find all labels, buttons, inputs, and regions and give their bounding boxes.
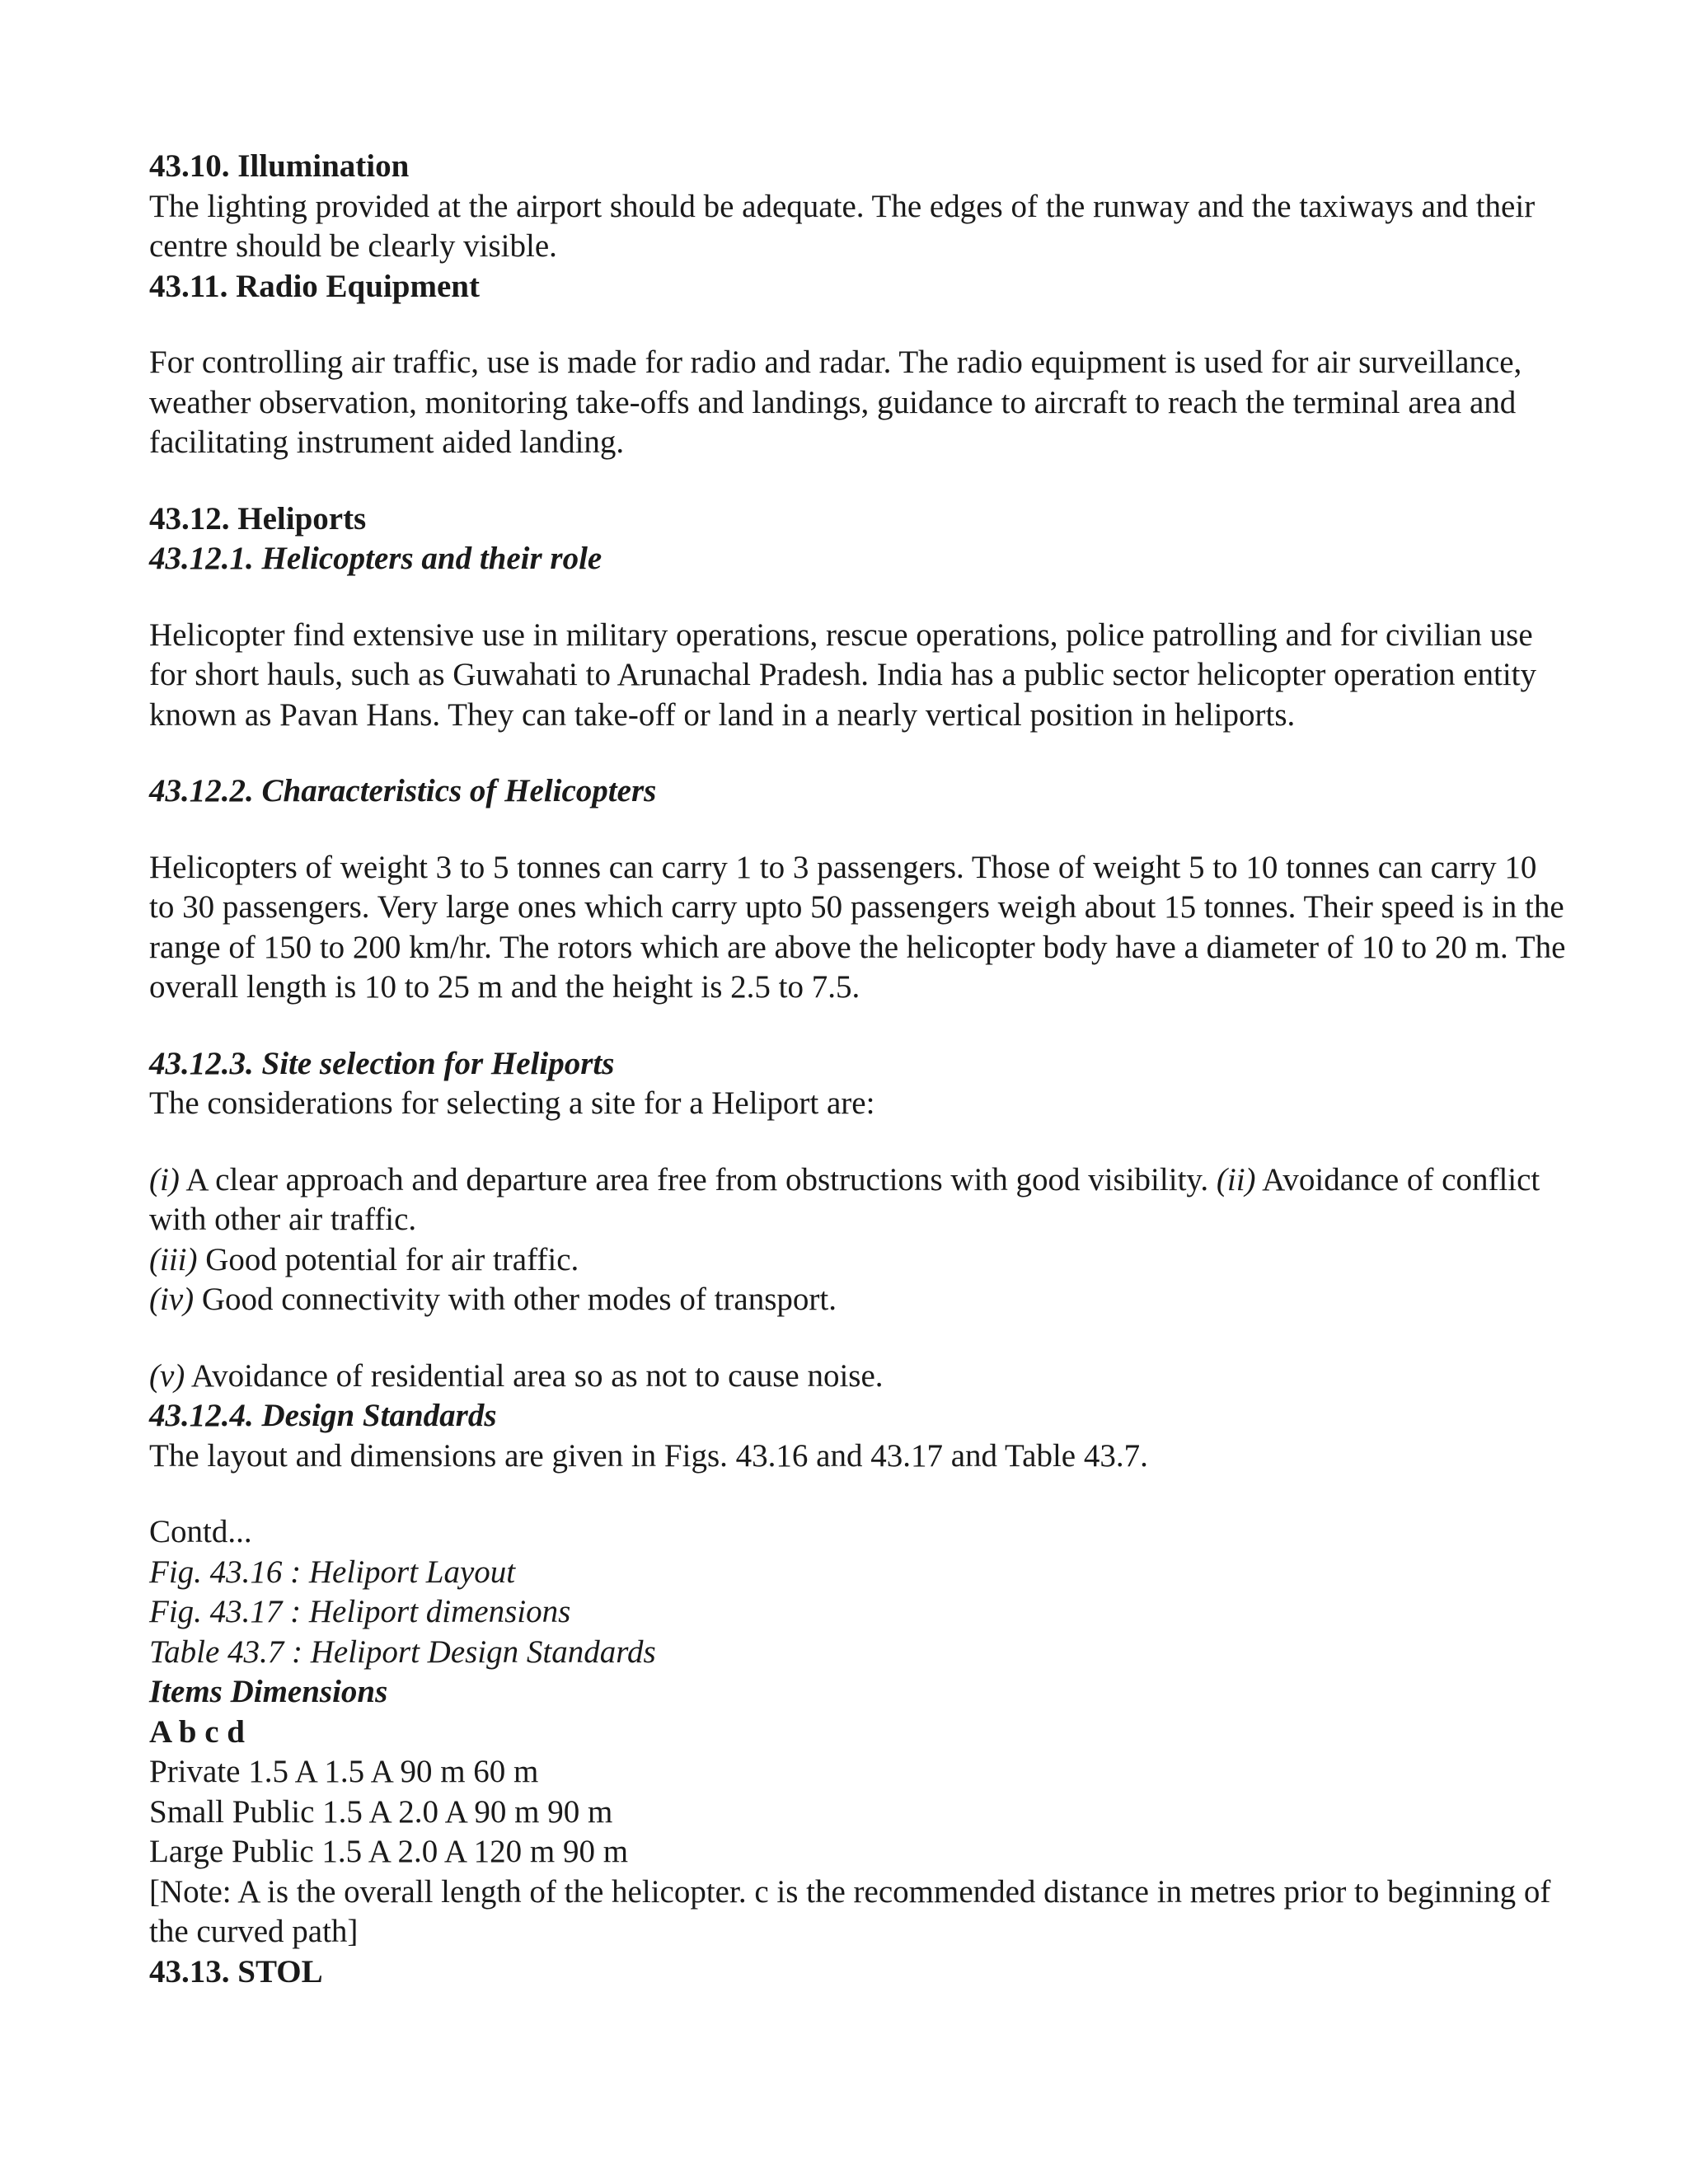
list-marker: (v) bbox=[149, 1357, 185, 1394]
paragraph-site-intro: The considerations for selecting a site for a Heliport are: bbox=[149, 1085, 875, 1121]
site-item-4 bbox=[149, 1280, 1567, 1320]
document-page bbox=[149, 147, 1567, 1992]
list-marker: (i) bbox=[149, 1161, 180, 1197]
subsection-heading-site-selection: 43.12.3. Site selection for Heliports bbox=[149, 1045, 615, 1081]
section-heading-heliports: 43.12. Heliports bbox=[149, 500, 367, 537]
spacer bbox=[149, 307, 1567, 343]
paragraph-characteristics: Helicopters of weight 3 to 5 tonnes can carry 1 to 3 passengers. Those of weight 5 to 10 tonnes can carry 10 to 30 passengers. Very large ones which carry upto 50 passengers weigh about 15 tonnes. Their speed is in the range of 150 to 200 km/hr. The rotors which are above the helicopter body have a diameter of 10 to 20 m. The overall length is 10 to 25 m and the height is 2.5 to 7.5. bbox=[149, 849, 1566, 1005]
subsection-heading-design-standards: 43.12.4. Design Standards bbox=[149, 1398, 497, 1433]
paragraph-illumination: The lighting provided at the airport should be adequate. The edges of the runway and the taxiways and their centre should be clearly visible. bbox=[149, 188, 1536, 264]
spacer bbox=[149, 579, 1567, 616]
table-row: Small Public 1.5 A 2.0 A 90 m 90 m bbox=[149, 1793, 613, 1830]
site-item-5 bbox=[149, 1357, 1567, 1397]
list-item-text: Avoidance of conflict with other air traffic. bbox=[149, 1161, 1540, 1237]
table-row: Large Public 1.5 A 2.0 A 120 m 90 m bbox=[149, 1834, 629, 1869]
table-caption: Table 43.7 : Heliport Design Standards bbox=[149, 1633, 656, 1670]
table-row: Private 1.5 A 1.5 A 90 m 60 m bbox=[149, 1754, 539, 1789]
section-heading-stol: 43.13. STOL bbox=[149, 1953, 323, 1990]
figure-caption-dimensions: Fig. 43.17 : Heliport dimensions bbox=[149, 1594, 571, 1629]
spacer bbox=[149, 735, 1567, 771]
list-item-text: Good potential for air traffic. bbox=[197, 1241, 579, 1277]
list-marker: (ii) bbox=[1216, 1161, 1256, 1197]
paragraph-radio-equipment: For controlling air traffic, use is made for radio and radar. The radio equipment is used for air surveillance, weather observation, monitoring take-offs and landings, guidance to aircraft to reach the terminal area and facilitating instrument aided landing. bbox=[149, 344, 1522, 460]
paragraph-design-standards: The layout and dimensions are given in Figs. 43.16 and 43.17 and Table 43.7. bbox=[149, 1437, 1148, 1474]
subsection-heading-helicopter-role: 43.12.1. Helicopters and their role bbox=[149, 541, 603, 576]
contd-label: Contd... bbox=[149, 1514, 252, 1549]
section-heading-illumination: 43.10. Illumination bbox=[149, 148, 410, 184]
table-note: [Note: A is the overall length of the helicopter. c is the recommended distance in metres prior to beginning of the curved path] bbox=[149, 1873, 1551, 1949]
list-marker: (iii) bbox=[149, 1241, 198, 1277]
list-item-text: A clear approach and departure area free from obstructions with good visibility. bbox=[179, 1161, 1217, 1197]
spacer bbox=[149, 1124, 1567, 1160]
section-heading-radio-equipment: 43.11. Radio Equipment bbox=[149, 268, 480, 304]
figure-caption-layout: Fig. 43.16 : Heliport Layout bbox=[149, 1554, 516, 1590]
table-subheader: A b c d bbox=[149, 1713, 245, 1750]
site-items-1-2 bbox=[149, 1160, 1567, 1240]
spacer bbox=[149, 463, 1567, 499]
spacer bbox=[149, 1476, 1567, 1512]
spacer bbox=[149, 812, 1567, 848]
site-item-3 bbox=[149, 1240, 1567, 1281]
list-item-text: Good connectivity with other modes of transport. bbox=[194, 1282, 837, 1317]
list-item-text: Avoidance of residential area so as not to cause noise. bbox=[185, 1357, 884, 1394]
list-marker: (iv) bbox=[149, 1282, 195, 1317]
spacer bbox=[149, 1008, 1567, 1044]
table-header: Items Dimensions bbox=[149, 1674, 388, 1709]
spacer bbox=[149, 1320, 1567, 1357]
subsection-heading-characteristics: 43.12.2. Characteristics of Helicopters bbox=[149, 773, 657, 808]
paragraph-helicopter-role: Helicopter find extensive use in military operations, rescue operations, police patrolling and for civilian use for short hauls, such as Guwahati to Arunachal Pradesh. India has a public sector helicopter operation entity known as Pavan Hans. They can take-off or land in a nearly vertical position in heliports. bbox=[149, 616, 1537, 733]
